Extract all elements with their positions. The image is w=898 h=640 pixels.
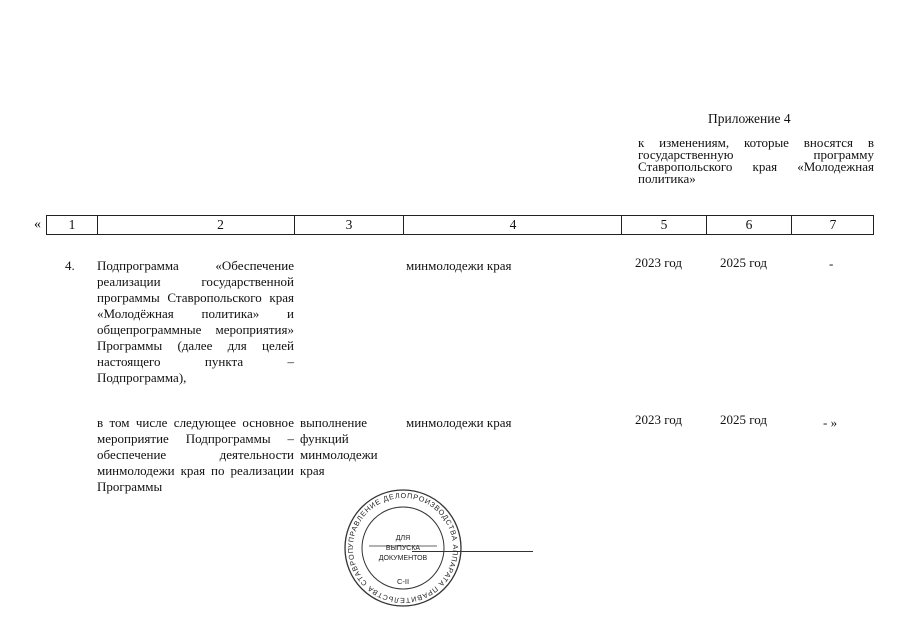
row-start-year: 2023 год bbox=[635, 255, 682, 270]
row-end-year: 2025 год bbox=[720, 412, 767, 427]
stamp-inner-line: ДЛЯ bbox=[395, 535, 411, 542]
column-header-6: 6 bbox=[706, 216, 791, 234]
row-name: в том числе следующее основное мероприятие Подпрограммы – обеспечение деятельности минмолодежи края по реализации Программы bbox=[97, 415, 294, 494]
stamp-inner-line: ВЫПУСКА bbox=[385, 545, 421, 552]
row-col3: выполнение функций минмолодежи края bbox=[300, 415, 378, 478]
appendix-title: Приложение 4 bbox=[708, 111, 791, 126]
stamp-inner-line: ДОКУМЕНТОВ bbox=[378, 555, 428, 562]
table-open-quote: « bbox=[34, 217, 41, 232]
column-header-3: 3 bbox=[294, 216, 403, 234]
column-header-7: 7 bbox=[791, 216, 874, 234]
row-number: 4. bbox=[65, 258, 75, 273]
office-stamp bbox=[343, 488, 463, 608]
stamp-code: С-II bbox=[396, 577, 410, 586]
stamp-outer-text: УПРАВЛЕНИЕ ДЕЛОПРОИЗВОДСТВА АППАРАТА ПРАВИТЕЛЬСТВА СТАВРОП bbox=[345, 490, 461, 606]
row-executor: минмолодежи края bbox=[406, 415, 512, 430]
row-col7: - » bbox=[823, 415, 838, 430]
column-header-2: 2 bbox=[97, 216, 343, 234]
column-header-1: 1 bbox=[68, 217, 76, 232]
row-name: Подпрограмма «Обеспечение реализации государственной программы Ставропольского края «Молодёжная политика» и общепрограммные мероприятия» Программы (далее для целей настоящего пункта – Подпрограмма), bbox=[97, 258, 294, 385]
column-header-5: 5 bbox=[621, 216, 706, 234]
row-col7: - bbox=[829, 256, 834, 271]
row-executor: минмолодежи края bbox=[406, 258, 512, 273]
column-header-4: 4 bbox=[403, 216, 622, 234]
appendix-subtitle: к изменениям, которые вносятся в государственную программу Ставропольского края «Молодежная политика» bbox=[638, 135, 874, 186]
row-end-year: 2025 год bbox=[720, 255, 767, 270]
row-start-year: 2023 год bbox=[635, 412, 682, 427]
table-header-row bbox=[46, 215, 874, 235]
